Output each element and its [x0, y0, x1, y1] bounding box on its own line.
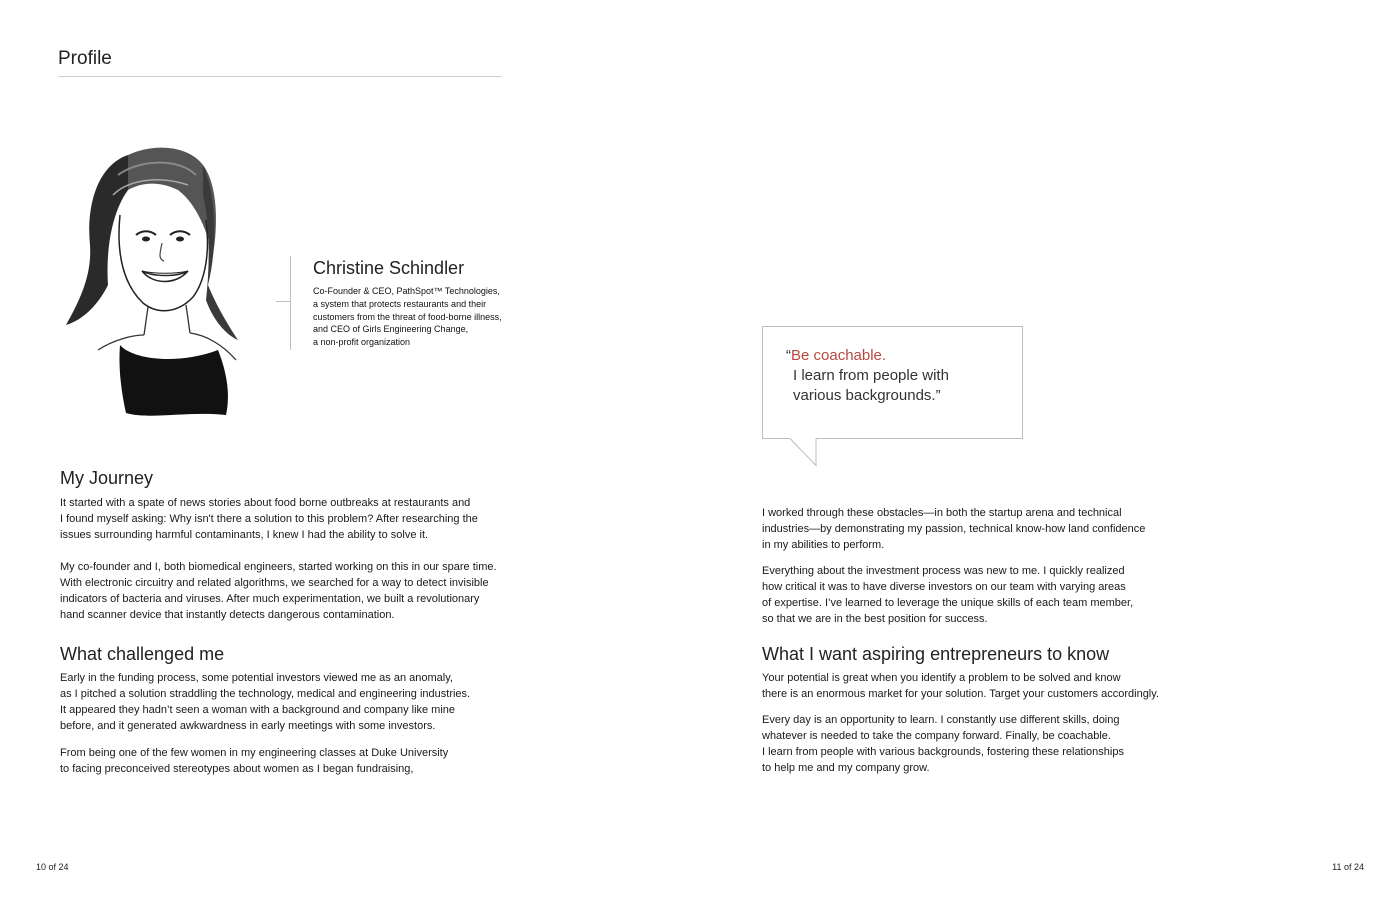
text-line: before, and it generated awkwardness in early meetings with some investors. [60, 720, 436, 732]
text-line: I worked through these obstacles—in both the startup arena and technical [762, 507, 1122, 519]
text-line: industries—by demonstrating my passion, technical know-how land confidence [762, 523, 1146, 535]
section-title: Profile [58, 48, 112, 69]
quote-line-3: various backgrounds. [793, 387, 936, 404]
role-line: and CEO of Girls Engineering Change, [313, 324, 469, 335]
quote-line-2: I learn from people with [793, 367, 949, 384]
text-line: From being one of the few women in my engineering classes at Duke University [60, 747, 449, 759]
aspiring-paragraph-1 [762, 670, 1159, 702]
role-line: customers from the threat of food-borne illness, [313, 311, 502, 322]
continued-paragraph-1 [762, 505, 1145, 553]
challenged-paragraph-1 [60, 670, 470, 734]
role-line: a system that protects restaurants and their [313, 298, 487, 309]
text-line: to help me and my company grow. [762, 762, 930, 774]
name-bracket-horizontal [276, 301, 291, 302]
text-line: I learn from people with various backgrounds, fostering these relationships [762, 746, 1124, 758]
text-line: It appeared they hadn’t seen a woman with a background and company like mine [60, 704, 456, 716]
quote-highlight: Be coachable. [791, 347, 887, 364]
text-line: so that we are in the best position for success. [762, 613, 988, 625]
text-line: as I pitched a solution straddling the technology, medical and engineering industries. [60, 688, 471, 700]
text-line: My co-founder and I, both biomedical engineers, started working on this in our spare time. [60, 561, 497, 573]
quote-text [786, 346, 949, 406]
text-line: of expertise. I’ve learned to leverage the unique skills of each team member, [762, 597, 1134, 609]
text-line: there is an enormous market for your solution. Target your customers accordingly. [762, 688, 1159, 700]
text-line: issues surrounding harmful contaminants, I knew I had the ability to solve it. [60, 529, 429, 541]
text-line: hand scanner device that instantly detects dangerous contamination. [60, 609, 395, 621]
role-line: a non-profit organization [313, 337, 411, 348]
text-line: Every day is an opportunity to learn. I constantly use different skills, doing [762, 714, 1120, 726]
challenged-heading: What challenged me [60, 644, 225, 664]
text-line: Early in the funding process, some potential investors viewed me as an anomaly, [60, 672, 453, 684]
continued-paragraph-2 [762, 563, 1133, 627]
text-line: indicators of bacteria and viruses. After much experimentation, we built a revolutionary [60, 593, 480, 605]
text-line: in my abilities to perform. [762, 539, 885, 551]
name-bracket-vertical [290, 256, 291, 350]
page-number-right: 11 of 24 [1332, 862, 1364, 872]
aspiring-heading: What I want aspiring entrepreneurs to know [762, 644, 1110, 664]
challenged-paragraph-2 [60, 745, 448, 777]
text-line: Your potential is great when you identify a problem to be solved and know [762, 672, 1121, 684]
journey-heading: My Journey [60, 468, 154, 488]
quote-callout-tail [790, 438, 820, 468]
profile-role [313, 285, 513, 349]
section-divider [58, 76, 502, 77]
text-line: I found myself asking: Why isn't there a solution to this problem? After researching the [60, 513, 478, 525]
text-line: how critical it was to have diverse investors on our team with varying areas [762, 581, 1126, 593]
journey-paragraph-2 [60, 559, 497, 623]
page-number-left: 10 of 24 [36, 862, 69, 872]
portrait-illustration [58, 135, 248, 420]
text-line: to facing preconceived stereotypes about women as I began fundraising, [60, 763, 414, 775]
text-line: With electronic circuitry and related algorithms, we searched for a way to detect invisible [60, 577, 489, 589]
text-line: whatever is needed to take the company forward. Finally, be coachable. [762, 730, 1111, 742]
profile-name: Christine Schindler [313, 258, 465, 278]
text-line: Everything about the investment process was new to me. I quickly realized [762, 565, 1125, 577]
journey-paragraph-1 [60, 495, 478, 543]
quote-open-mark: “ [786, 347, 791, 364]
text-line: It started with a spate of news stories about food borne outbreaks at restaurants and [60, 497, 471, 509]
quote-close-mark: ” [935, 387, 941, 404]
role-line: Co-Founder & CEO, PathSpot™ Technologies, [313, 286, 500, 296]
aspiring-paragraph-2 [762, 712, 1124, 776]
